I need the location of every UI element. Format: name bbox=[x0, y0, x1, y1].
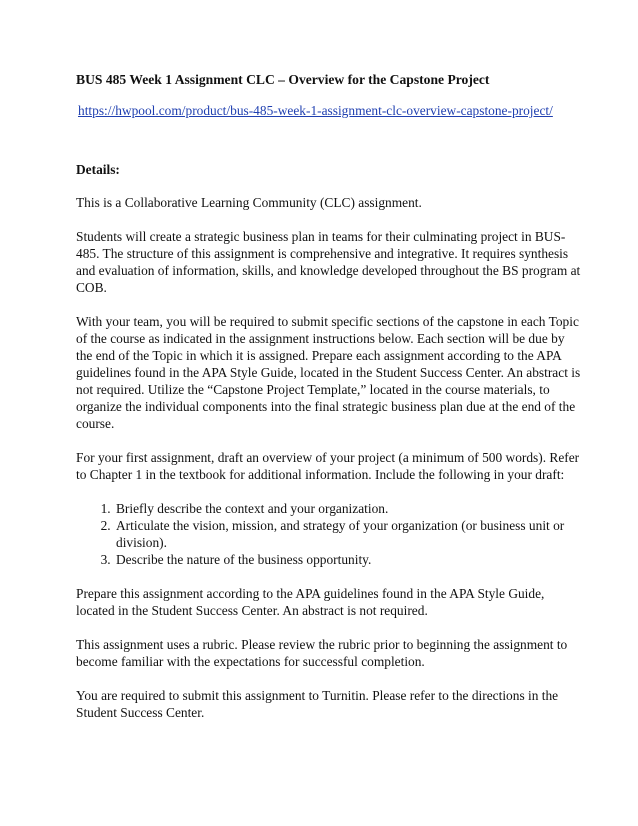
list-item: 3. Describe the nature of the business opportunity. bbox=[114, 551, 582, 568]
students-paragraph: Students will create a strategic business plan in teams for their culminating project in BUS-485. The structure of this assignment is comprehensive and integrative. It requires synthesis and evaluation of information, skills, and knowledge developed throughout the BS program at COB. bbox=[76, 229, 581, 295]
first-assignment-paragraph: For your first assignment, draft an overview of your project (a minimum of 500 words). Refer to Chapter 1 in the textbook for additional information. Include the following in your draft: bbox=[76, 450, 580, 482]
turnitin-paragraph: You are required to submit this assignment to Turnitin. Please refer to the directions in the Student Success Center. bbox=[76, 688, 559, 720]
requirements-list bbox=[76, 500, 582, 568]
details-heading: Details: bbox=[76, 162, 120, 177]
list-item: 2. Articulate the vision, mission, and strategy of your organization (or business unit or division). bbox=[114, 517, 582, 551]
rubric-paragraph: This assignment uses a rubric. Please review the rubric prior to beginning the assignment to become familiar with the expectations for successful completion. bbox=[76, 637, 568, 669]
list-item: 1. Briefly describe the context and your organization. bbox=[114, 500, 582, 517]
apa-paragraph: Prepare this assignment according to the APA guidelines found in the APA Style Guide, located in the Student Success Center. An abstract is not required. bbox=[76, 586, 545, 618]
document-title: BUS 485 Week 1 Assignment CLC – Overview for the Capstone Project bbox=[76, 72, 490, 87]
team-paragraph: With your team, you will be required to submit specific sections of the capstone in each Topic of the course as indicated in the assignment instructions below. Each section will be due by the end of the Topic in which it is assigned. Prepare each assignment according to the APA guidelines found in the APA Style Guide, located in the Student Success Center. An abstract is not required. Utilize the “Capstone Project Template,” located in the course materials, to organize the individual components into the final strategic business plan due at the end of the course. bbox=[76, 314, 581, 431]
intro-paragraph: This is a Collaborative Learning Community (CLC) assignment. bbox=[76, 195, 422, 210]
product-link[interactable]: https://hwpool.com/product/bus-485-week-1-assignment-clc-overview-capstone-project/ bbox=[78, 103, 553, 118]
